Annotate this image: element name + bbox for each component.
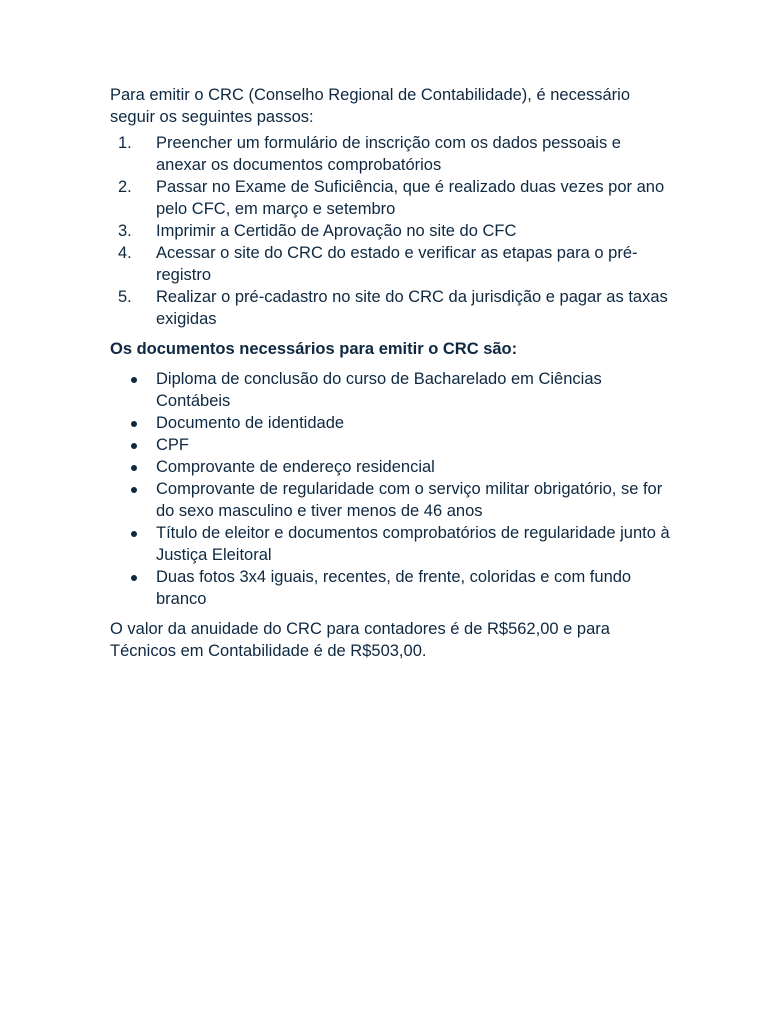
documents-heading: Os documentos necessários para emitir o CRC são: xyxy=(110,340,518,358)
document-text: Diploma de conclusão do curso de Bacharelado em Ciências Contábeis xyxy=(156,370,602,410)
document-item xyxy=(110,368,670,412)
step-number: 4. xyxy=(118,244,132,262)
step-item xyxy=(110,176,670,220)
step-text: Acessar o site do CRC do estado e verificar as etapas para o pré-registro xyxy=(156,244,638,284)
document-text: Documento de identidade xyxy=(156,414,345,432)
bullet-icon xyxy=(131,465,137,471)
step-text: Preencher um formulário de inscrição com os dados pessoais e anexar os documentos comprobatórios xyxy=(156,134,621,174)
step-text: Imprimir a Certidão de Aprovação no site do CFC xyxy=(156,222,517,240)
step-text: Realizar o pré-cadastro no site do CRC da jurisdição e pagar as taxas exigidas xyxy=(156,288,668,328)
bullet-icon xyxy=(131,575,137,581)
bullet-icon xyxy=(131,531,137,537)
steps-list xyxy=(110,132,670,330)
document-text: Comprovante de endereço residencial xyxy=(156,458,435,476)
document-item xyxy=(110,522,670,566)
document-item xyxy=(110,434,670,456)
step-number: 5. xyxy=(118,288,132,306)
bullet-icon xyxy=(131,421,137,427)
bullet-icon xyxy=(131,377,137,383)
bullet-icon xyxy=(131,487,137,493)
step-item xyxy=(110,132,670,176)
document-item xyxy=(110,412,670,434)
step-number: 3. xyxy=(118,222,132,240)
document-item xyxy=(110,478,670,522)
bullet-icon xyxy=(131,443,137,449)
step-number: 1. xyxy=(118,134,132,152)
document-text: CPF xyxy=(156,436,189,454)
documents-list xyxy=(110,368,670,610)
document-item xyxy=(110,456,670,478)
closing-paragraph: O valor da anuidade do CRC para contadores é de R$562,00 e para Técnicos em Contabilidade é de R$503,00. xyxy=(110,620,610,660)
step-item xyxy=(110,220,670,242)
intro-paragraph: Para emitir o CRC (Conselho Regional de Contabilidade), é necessário seguir os seguintes passos: xyxy=(110,86,631,126)
document-item xyxy=(110,566,670,610)
step-item xyxy=(110,286,670,330)
document-text: Duas fotos 3x4 iguais, recentes, de frente, coloridas e com fundo branco xyxy=(156,568,632,608)
document-text: Comprovante de regularidade com o serviço militar obrigatório, se for do sexo masculino e tiver menos de 46 anos xyxy=(156,480,663,520)
step-text: Passar no Exame de Suficiência, que é realizado duas vezes por ano pelo CFC, em março e setembro xyxy=(156,178,665,218)
step-number: 2. xyxy=(118,178,132,196)
step-item xyxy=(110,242,670,286)
document-text: Título de eleitor e documentos comprobatórios de regularidade junto à Justiça Eleitoral xyxy=(156,524,670,564)
document-page xyxy=(110,84,670,662)
